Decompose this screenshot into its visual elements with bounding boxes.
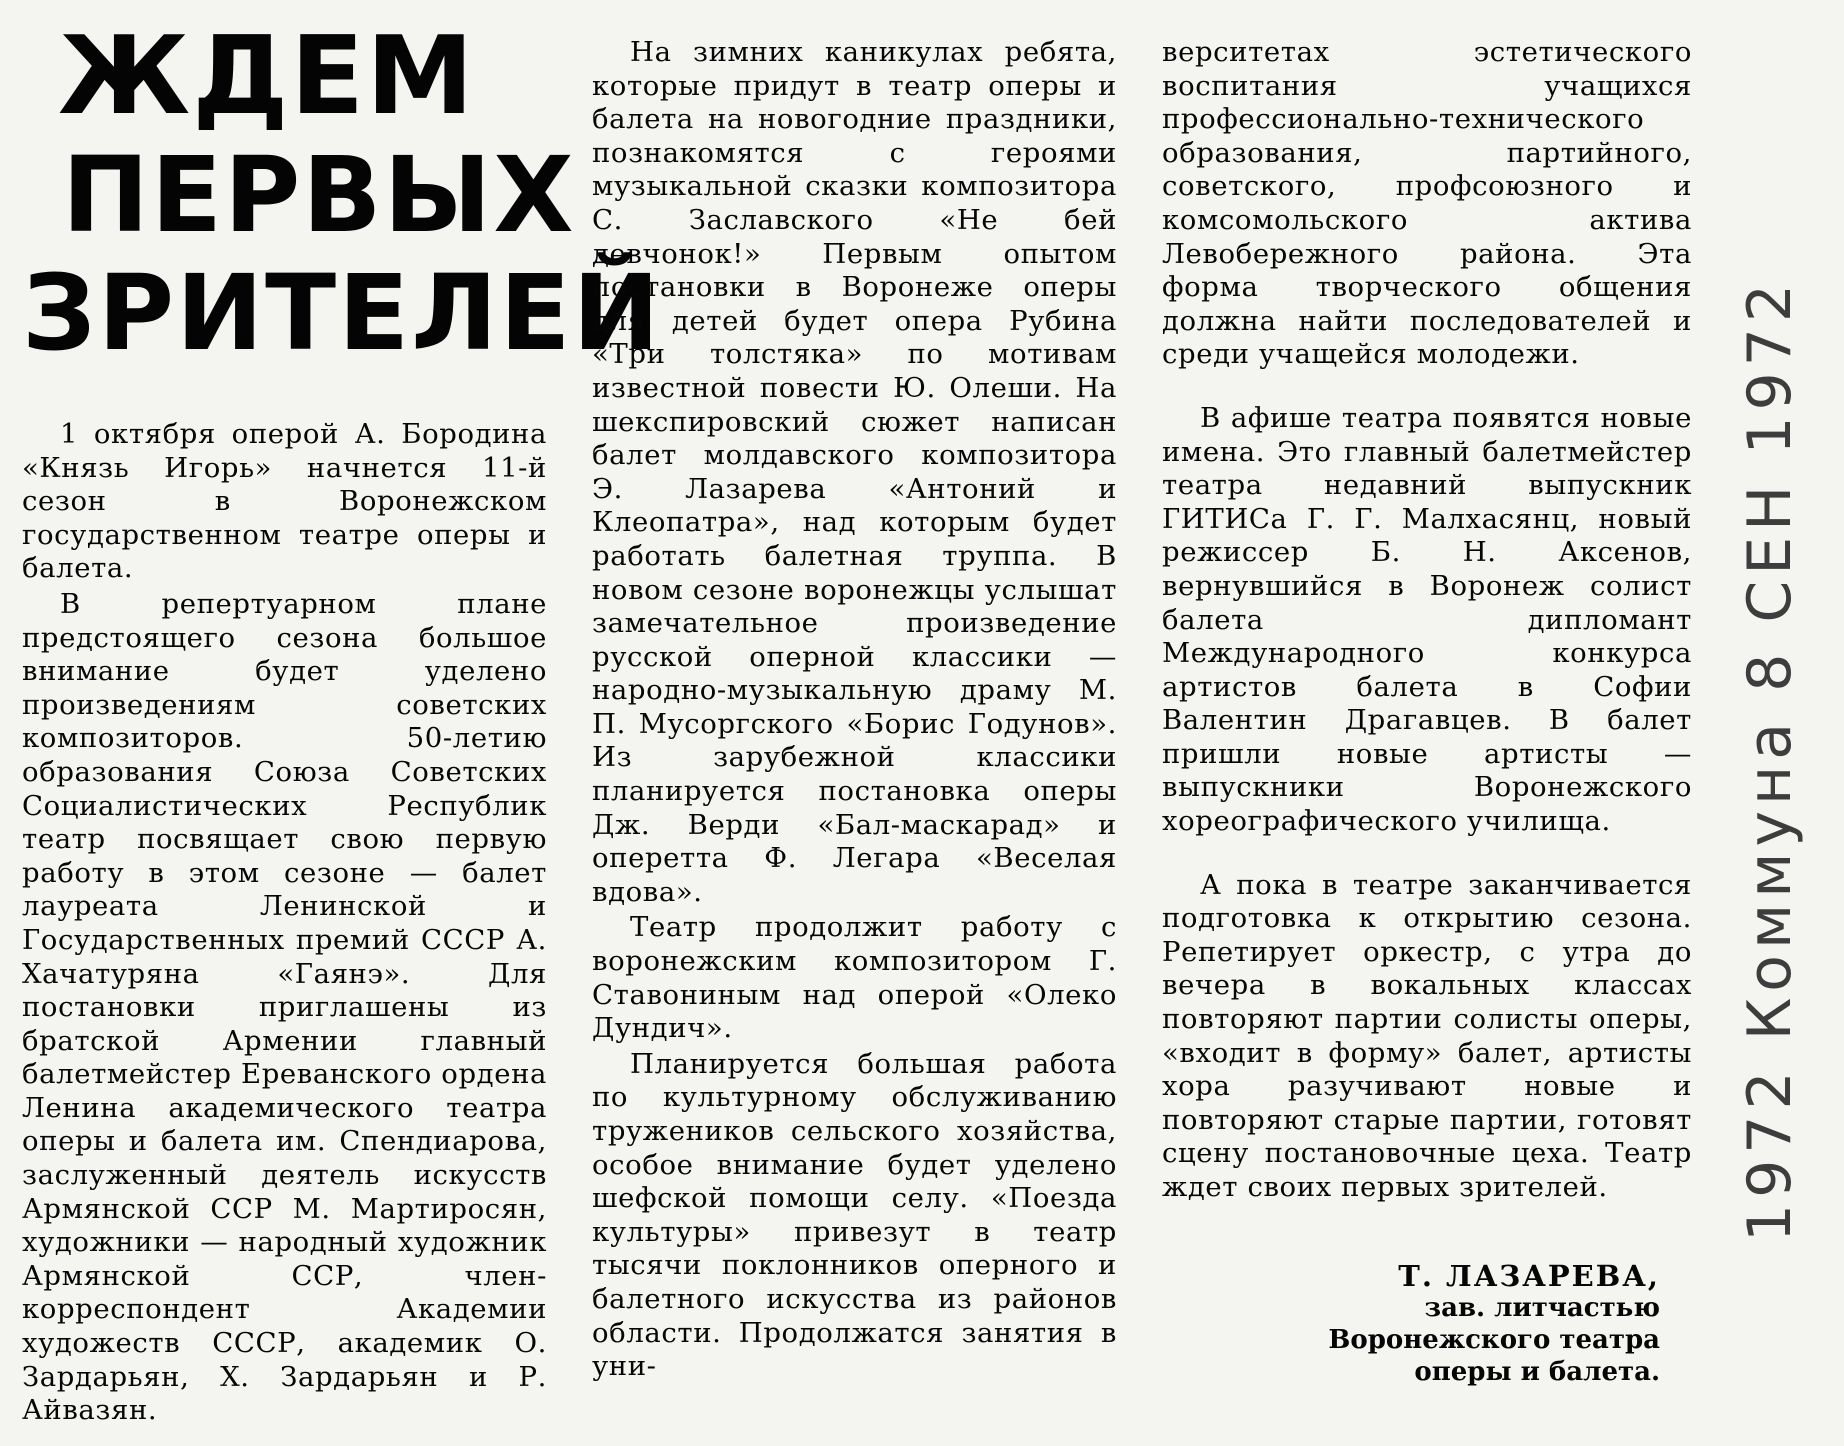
author-name: Т. ЛАЗАРЕВА, xyxy=(1398,1259,1660,1293)
author-position: Воронежского театра xyxy=(1328,1325,1660,1355)
article-column-2 xyxy=(592,36,1117,1384)
paragraph: Планируется большая работа по культурному обслуживанию тружеников сельского хозяйства, особое внимание будет уделено шефской помощи селу. «Поезда культуры» привезут в театр тысячи поклонников оперного и балетного искусства из районов области. Продолжатся занятия в уни- xyxy=(592,1047,1117,1383)
paragraph: В репертуарном плане предстоящего сезона большое внимание будет уделено произведениям советских композиторов. 50-летию образования Союза Советских Социалистических Республик театр посвящает свою первую работу в этом сезоне — балет лауреата Ленинской и Государственных премий СССР А. Хачатуряна «Гаянэ». Для постановки приглашены из братской Армении главный балетмейстер Ереванского ордена Ленина академического театра оперы и балета им. Спендиарова, заслуженный деятель искусств Армянской ССР М. Мартиросян, художники — народный художник Армянской ССР, член-корреспондент Академии художеств СССР, академик О. Зардарьян, Х. Зардарьян и Р. Айвазян. xyxy=(22,587,547,1427)
author-position: зав. литчастью xyxy=(1424,1293,1660,1323)
paragraph: 1 октября оперой А. Бородина «Князь Игорь» начнется 11-й сезон в Воронежском государственном театре оперы и балета. xyxy=(22,418,547,585)
paragraph: А пока в театре заканчивается подготовка к открытию сезона. Репетирует оркестр, с утра до вечера в вокальных классах повторяют партии солисты оперы, «входит в форму» балет, артисты хора разучивают новые и повторяют старые партии, готовят сцену постановочные цеха. Театр ждет своих первых зрителей. xyxy=(1162,868,1692,1203)
headline-line-3: ЗРИТЕЛЕЙ xyxy=(22,252,662,374)
article-column-1 xyxy=(22,418,547,1428)
paragraph: верситетах эстетического воспитания учащихся профессионально-технического образования, партийного, советского, профсоюзного и комсомольского актива Левобережного района. Эта форма творческого общения должна найти последователей и среди учащейся молодежи. xyxy=(1162,36,1692,371)
headline-line-2: ПЕРВЫХ xyxy=(62,134,576,256)
author-position: оперы и балета. xyxy=(1414,1357,1660,1387)
paragraph: В афише театра появятся новые имена. Это главный балетмейстер театра недавний выпускник ГИТИСа Г. Г. Малхасянц, новый режиссер Б. Н. Аксенов, вернувшийся в Воронеж солист балета дипломант Международного конкурса артистов балета в Софии Валентин Драгавцев. В балет пришли новые артисты — выпускники Воронежского хореографического училища. xyxy=(1162,401,1692,838)
article-headline xyxy=(22,14,662,374)
headline-line-1: ЖДЕМ xyxy=(58,14,476,139)
stamp-text: 1972 Коммуна 8 СЕН 1972 xyxy=(1735,277,1805,1243)
paragraph: Театр продолжит работу с воронежским композитором Г. Ставониным над оперой «Олеко Дундич». xyxy=(592,911,1117,1045)
paragraph: На зимних каникулах ребята, которые придут в театр оперы и балета на новогодние праздники, познакомятся с героями музыкальной сказки композитора С. Заславского «Не бей девчонок!» Первым опытом постановки в Воронеже оперы для детей будет опера Рубина «Три толстяка» по мотивам известной повести Ю. Олеши. На шекспировский сюжет написан балет молдавского композитора Э. Лазарева «Антоний и Клеопатра», над которым будет работать балетная труппа. В новом сезоне воронежцы услышат замечательное произведение русской оперной классики — народно-музыкальную драму М. П. Мусоргского «Борис Годунов». Из зарубежной классики планируется постановка оперы Дж. Верди «Бал-маскарад» и оперетта Ф. Легара «Веселая вдова». xyxy=(592,36,1117,908)
author-signature xyxy=(1200,1260,1660,1388)
article-column-3 xyxy=(1162,36,1692,1205)
date-stamp xyxy=(1700,260,1840,1260)
